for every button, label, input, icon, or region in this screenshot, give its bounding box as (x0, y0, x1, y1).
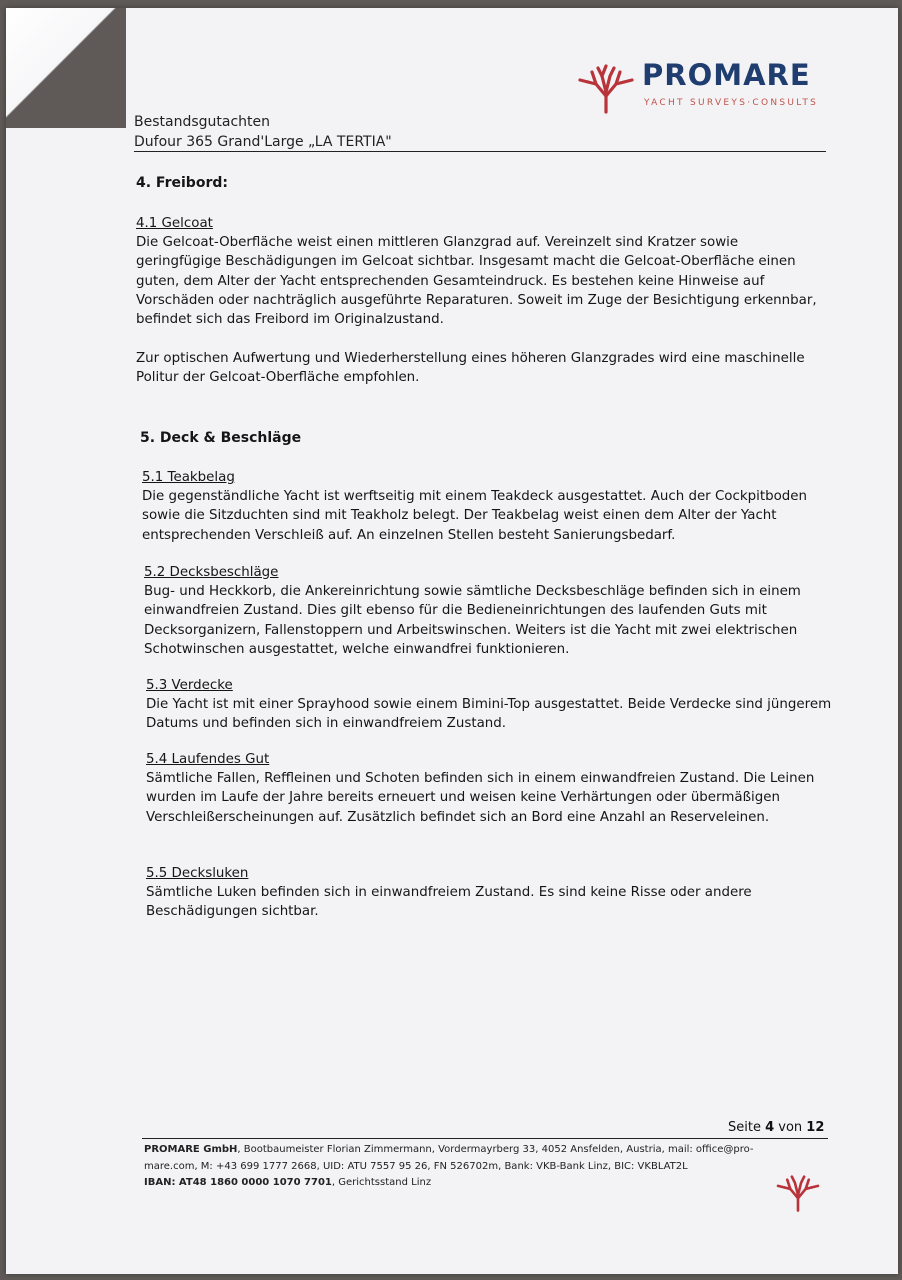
subsection-heading: 5.1 Teakbelag (142, 470, 235, 485)
folded-corner (6, 8, 126, 128)
paragraph: Die Yacht ist mit einer Sprayhood sowie einem Bimini-Top ausgestattet. Beide Verdecke sind jüngerem Datums und befinden sich in einwandfreiem Zustand. (146, 697, 832, 732)
paragraph: Zur optischen Aufwertung und Wiederherstellung eines höheren Glanzgrades wird eine maschinelle Politur der Gelcoat-Oberfläche empfohlen. (136, 351, 805, 386)
page-of-label: von (774, 1120, 807, 1135)
promare-logo (576, 58, 826, 116)
paragraph: Die Gelcoat-Oberfläche weist einen mittleren Glanzgrad auf. Vereinzelt sind Kratzer sowie geringfügige Beschädigungen im Gelcoat sichtbar. Insgesamt macht die Gelcoat-Oberfläche einen guten, dem Alter der Yacht entsprechenden Gesamteindruck. Es bestehen keine Hinweise auf Vorschäden oder nachträglich ausgeführte Reparaturen. Soweit im Zuge der Besichtigung erkennbar, befindet sich das Freibord im Originalzustand. (136, 235, 817, 328)
footer-company-info (144, 1142, 814, 1192)
paragraph: Bug- und Heckkorb, die Ankereinrichtung sowie sämtliche Decksbeschläge befinden sich in einem einwandfreien Zustand. Dies gilt ebenso für die Bedieneinrichtungen des laufenden Guts mit Decksorganizern, Fallenstoppern und Arbeitswinschen. Weiters ist die Yacht mit zwei elektrischen Schotwinschen ausgestattet, welche einwandfrei funktionieren. (144, 584, 801, 657)
subsection-5-5 (146, 864, 836, 922)
paragraph: Sämtliche Fallen, Reffleinen und Schoten befinden sich in einem einwandfreien Zustand. Die Leinen wurden im Laufe der Jahre bereits erneuert und weisen keine Verhärtungen oder übermäßigen Verschleißerscheinungen auf. Zusätzlich befindet sich an Bord eine Anzahl an Reserveleinen. (146, 771, 815, 825)
page-label: Seite (728, 1120, 766, 1135)
footer-iban: IBAN: AT48 1860 0000 1070 7701 (144, 1177, 332, 1188)
subsection-heading: 5.2 Decksbeschläge (144, 565, 279, 580)
subsection-heading: 5.5 Decksluken (146, 866, 249, 881)
header-divider (134, 151, 826, 152)
paragraph-block (136, 349, 826, 387)
subsection-5-3 (146, 676, 836, 734)
logo-wordmark: PROMARE (642, 58, 811, 92)
paragraph: Die gegenständliche Yacht ist werftseitig mit einem Teakdeck ausgestattet. Auch der Cockpitboden sowie die Sitzduchten sind mit Teakholz belegt. Der Teakbelag weist einen dem Alter der Yacht entsprechenden Verschleiß auf. An einzelnen Stellen besteht Sanierungsbedarf. (142, 489, 807, 543)
subsection-5-2 (144, 563, 834, 659)
page-current: 4 (765, 1120, 775, 1135)
footer-court: , Gerichtsstand Linz (331, 1177, 432, 1188)
document-page (6, 8, 898, 1274)
page-total: 12 (806, 1120, 825, 1135)
footer-line-3 (144, 1175, 814, 1192)
footer-line-2: mare.com, M: +43 699 1777 2668, UID: ATU 7557 95 26, FN 526702m, Bank: VKB-Bank Linz, BIC: VKBLAT2L (144, 1160, 688, 1172)
subsection-heading: 4.1 Gelcoat (136, 216, 213, 231)
footer-line-1 (144, 1142, 814, 1159)
section-heading: 4. Freibord: (136, 175, 228, 191)
page-number (728, 1120, 824, 1135)
paragraph: Sämtliche Luken befinden sich in einwandfreiem Zustand. Es sind keine Risse oder andere Beschädigungen sichtbar. (146, 885, 752, 920)
subsection-4-1 (136, 214, 826, 329)
logo-tagline: YACHT SURVEYS·CONSULTS (644, 98, 819, 108)
subsection-heading: 5.3 Verdecke (146, 678, 233, 693)
header-title: Bestandsgutachten (134, 114, 271, 130)
document-header (134, 112, 392, 152)
subsection-heading: 5.4 Laufendes Gut (146, 752, 270, 767)
footer-address: , Bootbaumeister Florian Zimmermann, Vordermayrberg 33, 4052 Ansfelden, Austria, mail: office@pro- (237, 1144, 754, 1155)
subsection-5-1 (142, 468, 832, 545)
coral-icon (772, 1172, 824, 1212)
header-subtitle: Dufour 365 Grand'Large „LA TERTIA" (134, 134, 392, 150)
footer-divider (142, 1138, 828, 1139)
subsection-5-4 (146, 750, 836, 827)
coral-icon (576, 62, 636, 114)
section-heading: 5. Deck & Beschläge (140, 430, 302, 446)
footer-company-name: PROMARE GmbH (144, 1144, 238, 1155)
section-5 (140, 429, 830, 448)
section-4 (136, 174, 826, 193)
